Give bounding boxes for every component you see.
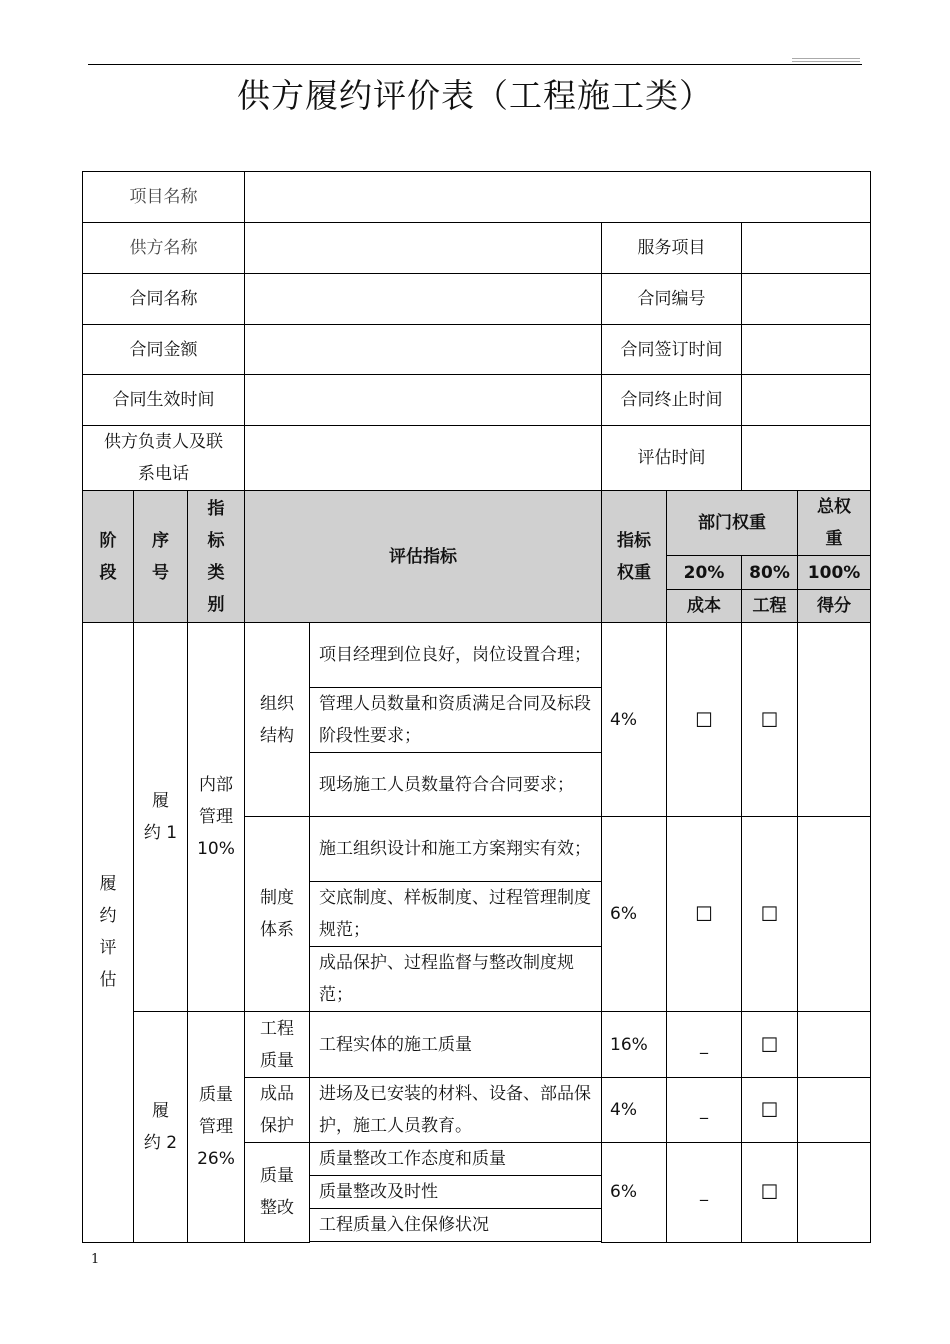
indicator-item: 项目经理到位良好，岗位设置合理； (310, 623, 602, 688)
header-rule (88, 64, 862, 65)
input-project-name[interactable] (245, 172, 871, 223)
indicator-item: 管理人员数量和资质满足合同及标段阶段性要求； (310, 688, 602, 753)
indicator-item: 成品保护、过程监督与整改制度规范； (310, 947, 602, 1012)
input-contract-amount[interactable] (245, 325, 602, 375)
evaluation-table (82, 171, 871, 1243)
cost-dash: _ (667, 1012, 742, 1078)
score-cell[interactable] (798, 817, 871, 1012)
indicator-item: 交底制度、样板制度、过程管理制度规范； (310, 882, 602, 947)
cost-dash: _ (667, 1143, 742, 1243)
group-name: 组织 结构 (245, 623, 310, 817)
group-name: 工程 质量 (245, 1012, 310, 1078)
label-contract-end-time: 合同终止时间 (602, 375, 742, 426)
group-name: 成品 保护 (245, 1078, 310, 1143)
category-label: 质量 管理 26% (188, 1012, 245, 1243)
header-stage: 阶 段 (83, 491, 134, 623)
indicator-item: 进场及已安装的材料、设备、部品保护，施工人员教育。 (310, 1078, 602, 1143)
group-name: 质量 整改 (245, 1143, 310, 1243)
input-contract-effective-time[interactable] (245, 375, 602, 426)
header-cost: 成本 (667, 590, 742, 623)
label-contract-effective-time: 合同生效时间 (83, 375, 245, 426)
cost-checkbox[interactable]: ☐ (667, 623, 742, 817)
indicator-item: 质量整改及时性 (310, 1176, 602, 1209)
engineering-checkbox[interactable]: ☐ (742, 1012, 798, 1078)
indicator-weight: 16% (602, 1012, 667, 1078)
label-contract-name: 合同名称 (83, 274, 245, 325)
indicator-weight: 4% (602, 1078, 667, 1143)
label-contract-sign-time: 合同签订时间 (602, 325, 742, 375)
header-score: 得分 (798, 590, 871, 623)
spacer (310, 1242, 602, 1243)
header-dept-weight: 部门权重 (667, 491, 798, 556)
label-supplier-name: 供方名称 (83, 223, 245, 274)
stage-label: 履 约 评 估 (83, 623, 134, 1243)
header-category: 指 标 类 别 (188, 491, 245, 623)
engineering-checkbox[interactable]: ☐ (742, 1143, 798, 1243)
header-pct-eng: 80% (742, 556, 798, 590)
indicator-item: 工程质量入住保修状况 (310, 1209, 602, 1242)
page-title: 供方履约评价表（工程施工类） (237, 76, 713, 115)
header-mark (792, 58, 860, 59)
input-evaluation-time[interactable] (742, 426, 871, 491)
header-seq: 序 号 (134, 491, 188, 623)
indicator-weight: 4% (602, 623, 667, 817)
label-evaluation-time: 评估时间 (602, 426, 742, 491)
seq-label: 履 约 2 (134, 1012, 188, 1243)
header-eval-indicator: 评估指标 (245, 491, 602, 623)
input-contract-end-time[interactable] (742, 375, 871, 426)
header-pct-total: 100% (798, 556, 871, 590)
header-mark (792, 61, 860, 62)
indicator-item: 质量整改工作态度和质量 (310, 1143, 602, 1176)
score-cell[interactable] (798, 1078, 871, 1143)
label-project-name: 项目名称 (83, 172, 245, 223)
category-label: 内部 管理 10% (188, 623, 245, 1012)
indicator-item: 工程实体的施工质量 (310, 1012, 602, 1078)
indicator-weight: 6% (602, 1143, 667, 1243)
header-indicator-weight: 指标 权重 (602, 491, 667, 623)
cost-checkbox[interactable]: ☐ (667, 817, 742, 1012)
indicator-item: 施工组织设计和施工方案翔实有效； (310, 817, 602, 882)
page-number: 1 (91, 1252, 100, 1267)
input-supplier-contact[interactable] (245, 426, 602, 491)
input-supplier-name[interactable] (245, 223, 602, 274)
engineering-checkbox[interactable]: ☐ (742, 817, 798, 1012)
header-total-weight: 总权 重 (798, 491, 871, 556)
label-contract-no: 合同编号 (602, 274, 742, 325)
label-supplier-contact: 供方负责人及联 系电话 (83, 426, 245, 491)
input-contract-sign-time[interactable] (742, 325, 871, 375)
engineering-checkbox[interactable]: ☐ (742, 623, 798, 817)
header-engineering: 工程 (742, 590, 798, 623)
label-service-item: 服务项目 (602, 223, 742, 274)
seq-label: 履 约 1 (134, 623, 188, 1012)
group-name: 制度 体系 (245, 817, 310, 1012)
input-service-item[interactable] (742, 223, 871, 274)
indicator-item: 现场施工人员数量符合合同要求； (310, 753, 602, 817)
cost-dash: _ (667, 1078, 742, 1143)
input-contract-name[interactable] (245, 274, 602, 325)
indicator-weight: 6% (602, 817, 667, 1012)
engineering-checkbox[interactable]: ☐ (742, 1078, 798, 1143)
input-contract-no[interactable] (742, 274, 871, 325)
score-cell[interactable] (798, 1143, 871, 1243)
score-cell[interactable] (798, 623, 871, 817)
label-contract-amount: 合同金额 (83, 325, 245, 375)
header-pct-cost: 20% (667, 556, 742, 590)
score-cell[interactable] (798, 1012, 871, 1078)
